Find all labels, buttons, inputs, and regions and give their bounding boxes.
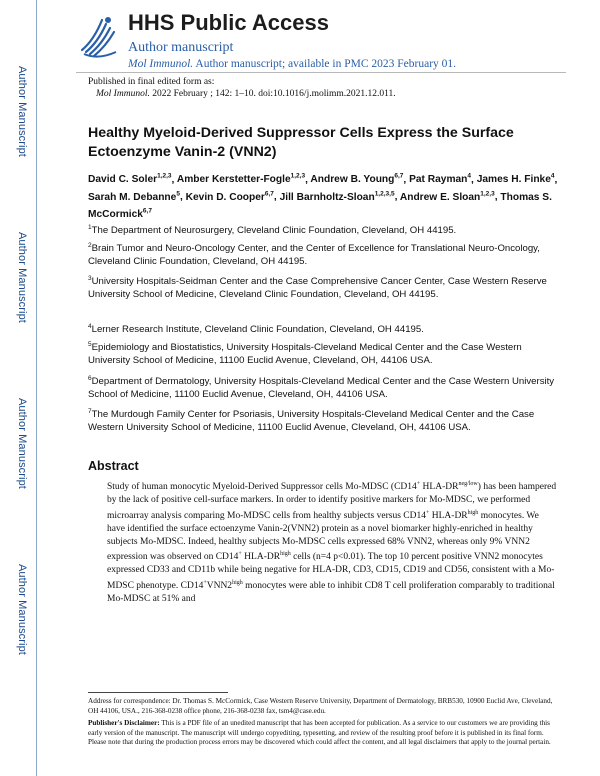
author: Amber Kerstetter-Fogle$^{1,2,3}$ [176, 173, 306, 186]
correspondence-note: Address for correspondence: Dr. Thomas S. McCormick, Case Western Reserve University, Department of Dermatology, BRB530, 10900 Euclid Ave, Cleveland, OH 44106, USA., 216-368-0238 office phone, 216-368-0238 fax, tsm4@case.edu. [88, 697, 553, 715]
footnote-divider [88, 692, 228, 693]
abstract-heading: Abstract [88, 459, 139, 473]
author: Kevin D. Cooper$^{6,7}$ [185, 190, 274, 203]
article-title: Healthy Myeloid-Derived Suppressor Cells Express the Surface Ectoenzyme Vanin-2 (VNN2) [88, 125, 514, 160]
author: Thomas S. McCormick$^{6,7}$ [88, 191, 552, 221]
sidebar-label: Author Manuscript [16, 398, 28, 489]
author: James H. Finke$^4$ [476, 173, 555, 186]
header-availability: Mol Immunol. Author manuscript; available in PMC 2023 February 01. [128, 58, 457, 70]
author: Sarah M. Debanne$^5$ [88, 190, 180, 203]
author: Andrew B. Young$^{6,7}$ [310, 173, 404, 186]
affiliation: $^2$Brain Tumor and Neuro-Oncology Center, and the Center of Excellence for Translational Neuro-Oncology, Cleveland Clinic Foundation, Cleveland, OH 44195. [88, 242, 540, 268]
affiliation: $^6$Department of Dermatology, University Hospitals-Cleveland Medical Center and the Case Western University School of Medicine, 11100 Euclid Avenue, Cleveland, OH, 44106 USA. [88, 375, 555, 401]
author: Andrew E. Sloan$^{1,2,3}$ [399, 190, 495, 203]
sidebar-label: Author Manuscript [16, 232, 28, 323]
header-subtitle: Author manuscript [128, 40, 234, 55]
affiliation: $^4$Lerner Research Institute, Cleveland Clinic Foundation, Cleveland, OH 44195. [88, 323, 424, 336]
publisher-disclaimer: Publisher's Disclaimer: This is a PDF file of an unedited manuscript that has been accepted for publication. As a service to our customers we are providing this early version of the manuscript. The manuscript will undergo copyediting, typesetting, and review of the resulting proof before it is published in its final form. Please note that during the production process errors may be discovered which could affect the content, and all legal disclaimers that apply to the journal pertain. [88, 719, 551, 747]
author: David C. Soler$^{1,2,3}$ [88, 173, 172, 186]
header-divider [76, 72, 566, 73]
sidebar-label: Author Manuscript [16, 66, 28, 157]
abstract-body: Study of human monocytic Myeloid-Derived Suppressor cells Mo-MDSC (CD14+ HLA-$DR^{neg/low}$) has been hampered by the lack of positive cell-surface markers. In order to identify positive markers for Mo-MDSC, we performed microarray analysis comparing Mo-MDSC cells from healthy subjects versus CD14+ HLA-$DR^{high}$ monocytes. We have identified the surface ectoenzyme Vanin-2(VNN2) protein as a novel biomarker highly-enriched in healthy subjects Mo-MDSC. Indeed, healthy subjects Mo-MDSC cells expressed 68% VNN2, whereas only 9% VNN2 expression was observed on CD14+ HLA-$DR^{high}$ cells (n=4 p<0.01). The top 10 percent positive VNN2 monocytes expressed CD33 and CD11b while being negative for HLA-DR, CD3, CD15, CD19 and CD56, consistent with a Mo-MDSC phenotype. $CD14^+VNN2^{high}$ monocytes were able to inhibit CD8 T cell proliferation comparably to traditional Mo-MDSC at 51% and [107, 481, 557, 604]
header-title: HHS Public Access [128, 10, 329, 35]
affiliation: $^5$Epidemiology and Biostatistics, University Hospitals-Cleveland Medical Center and the Case Western University School of Medicine, 11100 Euclid Avenue, Cleveland, OH, 44106 USA. [88, 341, 522, 367]
author: Jill Barnholtz-Sloan$^{1,2,3,5}$ [279, 190, 395, 203]
author-list: David C. Soler$^{1,2,3}$, Amber Kerstetter-Fogle$^{1,2,3}$, Andrew B. Young$^{6,7}$, Pat Rayman$^4$, James H. Finke$^4$, Sarah M. Debanne$^5$, Kevin D. Cooper$^{6,7}$, Jill Barnholtz-Sloan$^{1,2,3,5}$, Andrew E. Sloan$^{1,2,3}$, Thomas S. McCormick$^{6,7}$ [88, 173, 558, 221]
hhs-eagle-logo-icon [76, 10, 120, 62]
sidebar-divider [36, 0, 37, 776]
sidebar-label: Author Manuscript [16, 564, 28, 655]
publication-info: Published in final edited form as: Mol Immunol. 2022 February ; 142: 1–10. doi:10.1016/j.molimm.2021.12.011. [88, 77, 396, 99]
header [76, 8, 576, 70]
affiliation: $^3$University Hospitals-Seidman Center and the Case Comprehensive Cancer Center, Case Western Reserve University School of Medicine, Cleveland Clinic Foundation, Cleveland, OH 44195. [88, 275, 547, 301]
author: Pat Rayman$^4$ [409, 173, 472, 186]
affiliation: $^1$The Department of Neurosurgery, Cleveland Clinic Foundation, Cleveland, OH 44195. [88, 224, 457, 237]
affiliation: $^7$The Murdough Family Center for Psoriasis, University Hospitals-Cleveland Medical Center and the Case Western University School of Medicine, 11100 Euclid Avenue, Cleveland, OH, 44106 USA. [88, 408, 535, 434]
